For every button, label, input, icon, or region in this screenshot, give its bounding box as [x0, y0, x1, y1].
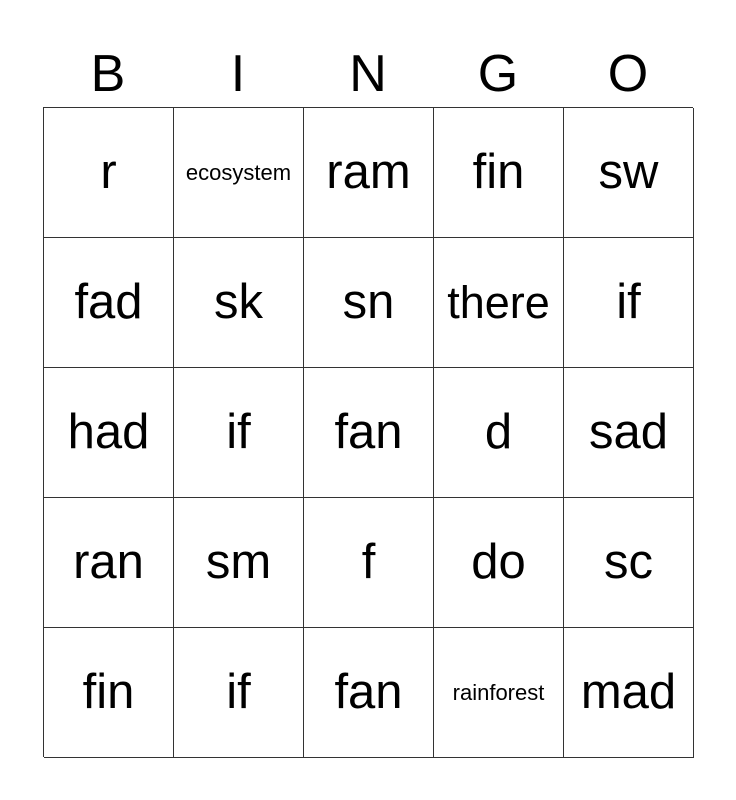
- bingo-cell[interactable]: sw: [564, 108, 694, 238]
- bingo-cell[interactable]: sad: [564, 368, 694, 498]
- bingo-cell[interactable]: sc: [564, 498, 694, 628]
- bingo-board: [43, 107, 693, 757]
- bingo-cell[interactable]: if: [564, 238, 694, 368]
- bingo-cell[interactable]: r: [44, 108, 174, 238]
- header-letter-n: N: [349, 45, 387, 103]
- bingo-cell[interactable]: fan: [304, 628, 434, 758]
- bingo-cell[interactable]: f: [304, 498, 434, 628]
- bingo-cell[interactable]: sn: [304, 238, 434, 368]
- bingo-cell[interactable]: sk: [174, 238, 304, 368]
- header-letter-g: G: [477, 45, 519, 103]
- bingo-cell[interactable]: if: [174, 628, 304, 758]
- bingo-cell[interactable]: fin: [44, 628, 174, 758]
- bingo-cell[interactable]: there: [434, 238, 564, 368]
- bingo-cell[interactable]: ecosystem: [174, 108, 304, 238]
- bingo-cell[interactable]: sm: [174, 498, 304, 628]
- header-letter-b: B: [90, 45, 126, 103]
- bingo-cell[interactable]: mad: [564, 628, 694, 758]
- bingo-cell[interactable]: fan: [304, 368, 434, 498]
- bingo-cell[interactable]: if: [174, 368, 304, 498]
- bingo-cell[interactable]: fad: [44, 238, 174, 368]
- header-letter-o: O: [607, 45, 649, 103]
- header-letter-i: I: [230, 45, 246, 103]
- bingo-cell[interactable]: do: [434, 498, 564, 628]
- bingo-cell[interactable]: rainforest: [434, 628, 564, 758]
- bingo-cell[interactable]: ram: [304, 108, 434, 238]
- bingo-header: [43, 44, 693, 104]
- bingo-cell[interactable]: had: [44, 368, 174, 498]
- bingo-cell[interactable]: d: [434, 368, 564, 498]
- bingo-cell[interactable]: fin: [434, 108, 564, 238]
- bingo-cell[interactable]: ran: [44, 498, 174, 628]
